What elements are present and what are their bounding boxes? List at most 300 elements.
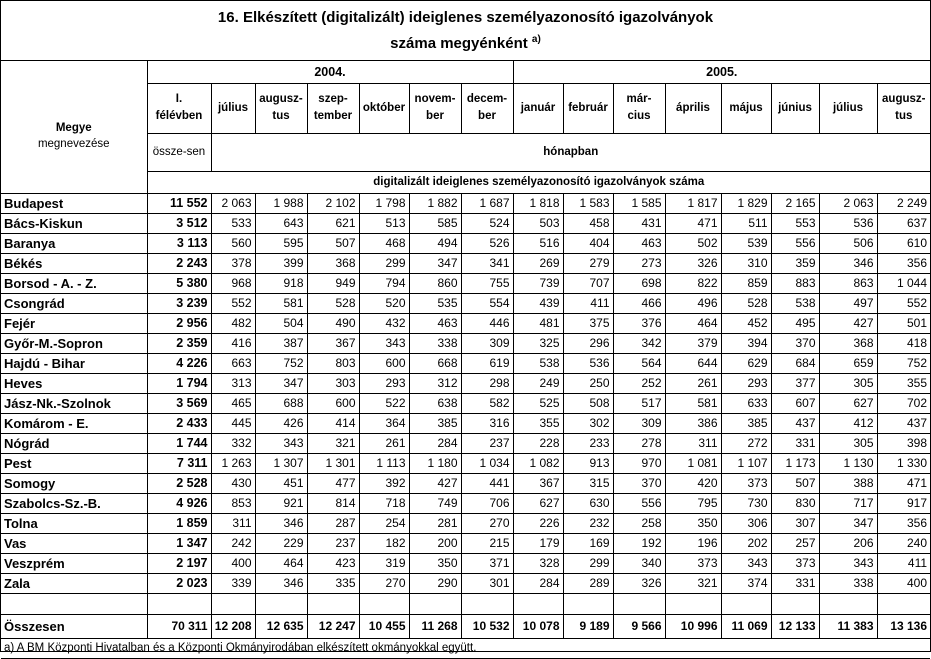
month-value-cell: 466 [613,293,665,313]
month-value-cell: 707 [563,273,613,293]
month-value-cell: 258 [613,513,665,533]
month-value-cell: 343 [721,553,771,573]
month-value-cell: 1 107 [721,453,771,473]
month-header: novem-ber [409,83,461,133]
month-value-cell: 427 [819,313,877,333]
month-value-cell: 370 [771,333,819,353]
month-value-cell: 414 [307,413,359,433]
month-value-cell: 368 [819,333,877,353]
month-value-cell: 305 [819,433,877,453]
month-value-cell: 331 [771,433,819,453]
osszesen-subheader: össze-sen [147,133,211,171]
month-header: június [771,83,819,133]
month-value-cell: 822 [665,273,721,293]
month-header: július [819,83,877,133]
month-value-cell: 2 063 [211,193,255,213]
month-value-cell: 859 [721,273,771,293]
month-value-cell: 496 [665,293,721,313]
month-value-cell: 343 [819,553,877,573]
table-row [1,553,930,573]
month-value-cell: 1 034 [461,453,513,473]
month-value-cell: 355 [877,373,930,393]
month-value-cell: 385 [721,413,771,433]
month-value-cell: 257 [771,533,819,553]
h1-total-cell: 1 794 [147,373,211,393]
month-value-cell: 949 [307,273,359,293]
month-value-cell: 610 [877,233,930,253]
h1-total-cell: 4 226 [147,353,211,373]
month-value-cell: 582 [461,393,513,413]
month-value-cell: 423 [307,553,359,573]
month-value-cell: 1 988 [255,193,307,213]
month-value-cell: 290 [409,573,461,593]
month-value-cell: 398 [877,433,930,453]
month-value-cell: 368 [307,253,359,273]
table-row [1,533,930,553]
month-value-cell: 441 [461,473,513,493]
month-value-cell: 1 817 [665,193,721,213]
month-value-cell: 293 [359,373,409,393]
month-value-cell: 1 829 [721,193,771,213]
month-value-cell: 638 [409,393,461,413]
month-value-cell: 315 [563,473,613,493]
month-value-cell: 465 [211,393,255,413]
month-value-cell: 261 [359,433,409,453]
month-value-cell: 970 [613,453,665,473]
spacer-row [1,593,930,614]
month-value-cell: 412 [819,413,877,433]
h1-total-cell: 3 512 [147,213,211,233]
month-value-cell: 627 [819,393,877,413]
month-value-cell: 495 [771,313,819,333]
month-value-cell: 439 [513,293,563,313]
month-value-cell: 169 [563,533,613,553]
month-value-cell: 918 [255,273,307,293]
month-value-cell: 482 [211,313,255,333]
month-header: augusz-tus [877,83,930,133]
month-value-cell: 321 [307,433,359,453]
month-value-cell: 539 [721,233,771,253]
month-value-cell: 332 [211,433,255,453]
month-value-cell: 240 [877,533,930,553]
h1-header [147,83,211,133]
total-month-cell: 11 268 [409,614,461,638]
month-value-cell: 633 [721,393,771,413]
month-value-cell: 501 [877,313,930,333]
month-value-cell: 538 [771,293,819,313]
month-value-cell: 494 [409,233,461,253]
county-name: Nógrád [1,433,147,453]
month-value-cell: 481 [513,313,563,333]
month-value-cell: 451 [255,473,307,493]
title-line-1: 16. Elkészített (digitalizált) ideiglenes személyazonosító igazolványok [217,9,714,26]
total-month-cell: 9 189 [563,614,613,638]
table-row [1,313,930,333]
month-value-cell: 325 [513,333,563,353]
month-value-cell: 350 [409,553,461,573]
month-value-cell: 853 [211,493,255,513]
month-value-cell: 340 [613,553,665,573]
month-value-cell: 2 249 [877,193,930,213]
month-value-cell: 228 [513,433,563,453]
month-value-cell: 387 [255,333,307,353]
month-value-cell: 242 [211,533,255,553]
month-value-cell: 237 [461,433,513,453]
month-value-cell: 346 [819,253,877,273]
month-value-cell: 752 [255,353,307,373]
month-value-cell: 2 063 [819,193,877,213]
month-header: február [563,83,613,133]
month-value-cell: 371 [461,553,513,573]
month-value-cell: 556 [771,233,819,253]
total-month-cell: 11 069 [721,614,771,638]
total-month-cell: 9 566 [613,614,665,638]
total-month-cell: 12 133 [771,614,819,638]
month-value-cell: 749 [409,493,461,513]
month-value-cell: 794 [359,273,409,293]
month-value-cell: 752 [877,353,930,373]
month-value-cell: 378 [211,253,255,273]
month-value-cell: 497 [819,293,877,313]
month-value-cell: 564 [613,353,665,373]
month-value-cell: 595 [255,233,307,253]
month-value-cell: 249 [513,373,563,393]
month-value-cell: 913 [563,453,613,473]
month-value-cell: 346 [255,573,307,593]
month-value-cell: 503 [513,213,563,233]
month-value-cell: 206 [819,533,877,553]
county-name: Vas [1,533,147,553]
month-value-cell: 299 [359,253,409,273]
county-name: Tolna [1,513,147,533]
month-header: decem-ber [461,83,513,133]
month-value-cell: 600 [359,353,409,373]
month-value-cell: 468 [359,233,409,253]
month-value-cell: 471 [665,213,721,233]
month-value-cell: 233 [563,433,613,453]
month-value-cell: 581 [255,293,307,313]
title-footnote-marker: a) [531,34,541,45]
month-value-cell: 392 [359,473,409,493]
month-value-cell: 619 [461,353,513,373]
month-value-cell: 506 [819,233,877,253]
honapban-subheader: hónapban [211,133,930,171]
county-name: Baranya [1,233,147,253]
month-value-cell: 293 [721,373,771,393]
month-value-cell: 1 044 [877,273,930,293]
month-value-cell: 471 [877,473,930,493]
table-row [1,333,930,353]
month-value-cell: 284 [513,573,563,593]
month-value-cell: 313 [211,373,255,393]
month-value-cell: 502 [665,233,721,253]
month-value-cell: 388 [819,473,877,493]
total-month-cell: 10 532 [461,614,513,638]
month-value-cell: 427 [409,473,461,493]
month-value-cell: 319 [359,553,409,573]
month-value-cell: 637 [877,213,930,233]
county-name: Pest [1,453,147,473]
footnote: a) A BM Központi Hivatalban és a Központi Okmányirodában elkészített okmányokkal együtt. [1,638,930,658]
month-value-cell: 553 [771,213,819,233]
month-value-cell: 437 [771,413,819,433]
month-value-cell: 301 [461,573,513,593]
month-value-cell: 179 [513,533,563,553]
month-header: augusz-tus [255,83,307,133]
month-value-cell: 814 [307,493,359,513]
total-month-cell: 12 247 [307,614,359,638]
month-value-cell: 316 [461,413,513,433]
h1-total-cell: 1 744 [147,433,211,453]
total-row [1,614,930,638]
month-value-cell: 520 [359,293,409,313]
month-value-cell: 341 [461,253,513,273]
h1-total-cell: 4 926 [147,493,211,513]
month-value-cell: 1 882 [409,193,461,213]
county-name: Somogy [1,473,147,493]
month-value-cell: 411 [877,553,930,573]
month-value-cell: 307 [771,513,819,533]
month-header: január [513,83,563,133]
month-value-cell: 312 [409,373,461,393]
county-name: Jász-Nk.-Szolnok [1,393,147,413]
month-value-cell: 464 [255,553,307,573]
table-row [1,493,930,513]
month-header: július [211,83,255,133]
month-value-cell: 196 [665,533,721,553]
month-value-cell: 339 [211,573,255,593]
title-line-2 [1,29,930,55]
month-value-cell: 803 [307,353,359,373]
month-value-cell: 350 [665,513,721,533]
month-value-cell: 386 [665,413,721,433]
month-value-cell: 507 [307,233,359,253]
month-value-cell: 533 [211,213,255,233]
month-value-cell: 536 [563,353,613,373]
month-value-cell: 192 [613,533,665,553]
month-value-cell: 463 [409,313,461,333]
h1-total-cell: 2 243 [147,253,211,273]
month-value-cell: 305 [819,373,877,393]
h1-total-cell: 11 552 [147,193,211,213]
month-value-cell: 296 [563,333,613,353]
h1-total-cell: 3 113 [147,233,211,253]
month-value-cell: 326 [665,253,721,273]
county-name: Komárom - E. [1,413,147,433]
table-title [1,1,930,61]
month-value-cell: 254 [359,513,409,533]
month-value-cell: 528 [307,293,359,313]
month-value-cell: 303 [307,373,359,393]
month-value-cell: 281 [409,513,461,533]
month-value-cell: 385 [409,413,461,433]
year-2004-header: 2004. [147,61,513,83]
month-value-cell: 463 [613,233,665,253]
month-value-cell: 370 [613,473,665,493]
month-value-cell: 311 [665,433,721,453]
month-value-cell: 1 687 [461,193,513,213]
month-value-cell: 437 [877,413,930,433]
month-value-cell: 607 [771,393,819,413]
month-value-cell: 430 [211,473,255,493]
month-value-cell: 278 [613,433,665,453]
month-value-cell: 399 [255,253,307,273]
month-value-cell: 718 [359,493,409,513]
month-value-cell: 299 [563,553,613,573]
month-value-cell: 452 [721,313,771,333]
month-value-cell: 426 [255,413,307,433]
month-value-cell: 860 [409,273,461,293]
month-value-cell: 1 173 [771,453,819,473]
month-value-cell: 702 [877,393,930,413]
month-value-cell: 464 [665,313,721,333]
h1-total-cell: 2 023 [147,573,211,593]
month-value-cell: 364 [359,413,409,433]
table-row [1,413,930,433]
month-value-cell: 516 [513,233,563,253]
month-value-cell: 367 [307,333,359,353]
month-value-cell: 1 082 [513,453,563,473]
title-line-2-text: száma megyénként [390,35,528,52]
month-value-cell: 232 [563,513,613,533]
month-value-cell: 400 [877,573,930,593]
total-h1-cell: 70 311 [147,614,211,638]
data-table [1,61,930,659]
month-value-cell: 326 [613,573,665,593]
month-value-cell: 287 [307,513,359,533]
month-value-cell: 688 [255,393,307,413]
month-value-cell: 279 [563,253,613,273]
month-value-cell: 346 [255,513,307,533]
total-month-cell: 10 455 [359,614,409,638]
month-value-cell: 342 [613,333,665,353]
county-name: Hajdú - Bihar [1,353,147,373]
month-value-cell: 627 [513,493,563,513]
table-row [1,213,930,233]
county-name: Fejér [1,313,147,333]
month-value-cell: 338 [819,573,877,593]
month-value-cell: 883 [771,273,819,293]
month-value-cell: 1 180 [409,453,461,473]
month-value-cell: 629 [721,353,771,373]
month-value-cell: 215 [461,533,513,553]
month-value-cell: 309 [613,413,665,433]
table-subtitle: digitalizált ideiglenes személyazonosító igazolványok száma [147,171,930,193]
month-value-cell: 717 [819,493,877,513]
month-value-cell: 273 [613,253,665,273]
month-value-cell: 706 [461,493,513,513]
month-value-cell: 284 [409,433,461,453]
month-value-cell: 1 263 [211,453,255,473]
h1-header-line-1: I. [175,93,183,105]
total-month-cell: 10 996 [665,614,721,638]
month-value-cell: 554 [461,293,513,313]
month-value-cell: 643 [255,213,307,233]
month-value-cell: 585 [409,213,461,233]
month-value-cell: 522 [359,393,409,413]
month-value-cell: 373 [771,553,819,573]
month-value-cell: 311 [211,513,255,533]
month-value-cell: 508 [563,393,613,413]
table-row [1,473,930,493]
month-value-cell: 356 [877,253,930,273]
month-value-cell: 490 [307,313,359,333]
month-value-cell: 581 [665,393,721,413]
month-value-cell: 630 [563,493,613,513]
h1-total-cell: 2 528 [147,473,211,493]
month-value-cell: 2 165 [771,193,819,213]
month-header: május [721,83,771,133]
county-column-header [1,61,147,193]
month-value-cell: 229 [255,533,307,553]
h1-total-cell: 5 380 [147,273,211,293]
month-value-cell: 511 [721,213,771,233]
table-row [1,513,930,533]
month-value-cell: 200 [409,533,461,553]
month-value-cell: 684 [771,353,819,373]
total-month-cell: 12 635 [255,614,307,638]
month-value-cell: 968 [211,273,255,293]
month-value-cell: 507 [771,473,819,493]
month-value-cell: 269 [513,253,563,273]
month-value-cell: 270 [461,513,513,533]
month-value-cell: 298 [461,373,513,393]
month-value-cell: 400 [211,553,255,573]
month-value-cell: 739 [513,273,563,293]
month-value-cell: 795 [665,493,721,513]
month-value-cell: 310 [721,253,771,273]
month-value-cell: 343 [255,433,307,453]
month-value-cell: 309 [461,333,513,353]
month-value-cell: 1 301 [307,453,359,473]
month-value-cell: 261 [665,373,721,393]
month-value-cell: 1 113 [359,453,409,473]
month-value-cell: 1 798 [359,193,409,213]
month-value-cell: 404 [563,233,613,253]
month-header: április [665,83,721,133]
month-value-cell: 536 [819,213,877,233]
month-header: már-cius [613,83,665,133]
table-row [1,353,930,373]
month-value-cell: 445 [211,413,255,433]
month-value-cell: 524 [461,213,513,233]
table-row [1,273,930,293]
month-value-cell: 356 [877,513,930,533]
month-value-cell: 1 585 [613,193,665,213]
month-value-cell: 289 [563,573,613,593]
month-value-cell: 416 [211,333,255,353]
month-value-cell: 202 [721,533,771,553]
county-name: Csongrád [1,293,147,313]
month-value-cell: 755 [461,273,513,293]
month-value-cell: 335 [307,573,359,593]
county-header-line-2: megnevezése [37,137,110,150]
month-value-cell: 226 [513,513,563,533]
table-row [1,193,930,213]
month-value-cell: 517 [613,393,665,413]
month-value-cell: 270 [359,573,409,593]
county-name: Zala [1,573,147,593]
month-value-cell: 863 [819,273,877,293]
h1-total-cell: 1 347 [147,533,211,553]
month-value-cell: 306 [721,513,771,533]
month-value-cell: 525 [513,393,563,413]
total-month-cell: 11 383 [819,614,877,638]
month-value-cell: 621 [307,213,359,233]
month-value-cell: 458 [563,213,613,233]
county-name: Borsod - A. - Z. [1,273,147,293]
h1-total-cell: 2 359 [147,333,211,353]
